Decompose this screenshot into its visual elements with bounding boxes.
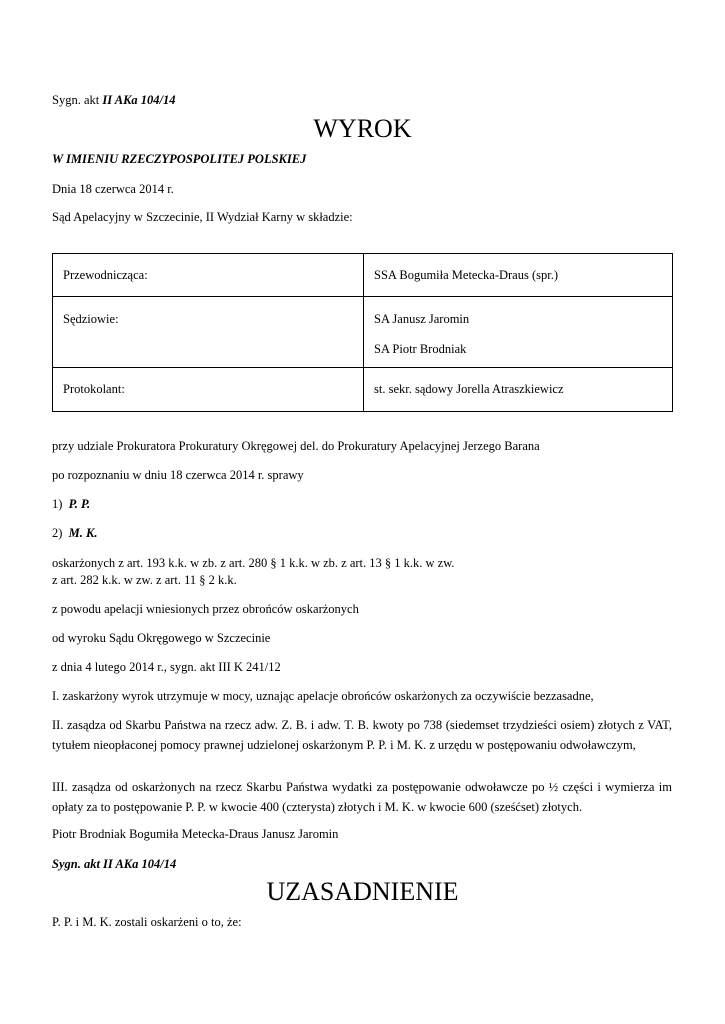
prosecutor-line: przy udziale Prokuratora Prokuratury Okręgowej del. do Prokuratury Apelacyjnej Jerzego Barana bbox=[52, 439, 540, 453]
appeal-line: z powodu apelacji wniesionych przez obrońców oskarżonych bbox=[52, 602, 359, 616]
panel-role: Protokolant: bbox=[53, 368, 364, 412]
panel-row-presiding bbox=[53, 254, 673, 297]
panel-row-clerk bbox=[53, 368, 673, 412]
charges-line-2: z art. 282 k.k. w zw. z art. 11 § 2 k.k. bbox=[52, 573, 237, 587]
ruling-point-1: I. zaskarżony wyrok utrzymuje w mocy, uznając apelacje obrońców oskarżonych za oczywiście bezzasadne, bbox=[52, 689, 594, 703]
judgment-of-line: od wyroku Sądu Okręgowego w Szczecinie bbox=[52, 631, 271, 645]
judgment-date: Dnia 18 czerwca 2014 r. bbox=[52, 182, 174, 196]
justification-title: UZASADNIENIE bbox=[266, 877, 459, 906]
case-number: II AKa 104/14 bbox=[102, 93, 176, 107]
panel-row-judges bbox=[53, 297, 673, 368]
justification-signature: Sygn. akt II AKa 104/14 bbox=[52, 857, 177, 871]
charges-line-1: oskarżonych z art. 193 k.k. w zb. z art. 280 § 1 k.k. w zb. z art. 13 § 1 k.k. w zw. bbox=[52, 556, 455, 570]
judges-signatures: Piotr Brodniak Bogumiła Metecka-Draus Janusz Jaromin bbox=[52, 827, 339, 841]
defendant-1: 1) P. P. bbox=[52, 497, 91, 511]
court-panel-table bbox=[52, 253, 673, 412]
panel-role: Przewodnicząca: bbox=[53, 254, 364, 297]
defendant-2: 2) M. K. bbox=[52, 526, 98, 540]
case-signature: Sygn. akt II AKa 104/14 bbox=[52, 93, 176, 107]
panel-names: SA Janusz Jaromin SA Piotr Brodniak bbox=[364, 297, 673, 368]
panel-names: st. sekr. sądowy Jorella Atraszkiewicz bbox=[364, 368, 673, 412]
panel-role: Sędziowie: bbox=[53, 297, 364, 368]
ruling-point-2: II. zasądza od Skarbu Państwa na rzecz adw. Z. B. i adw. T. B. kwoty po 738 (siedemset trzydzieści osiem) złotych z VAT, tytułem nieopłaconej pomocy prawnej udzielonej oskarżonym P. P. i M. K. z urzędu w postępowaniu odwoławczym, bbox=[52, 718, 672, 752]
ruling-point-3: III. zasądza od oskarżonych na rzecz Skarbu Państwa wydatki za postępowanie odwoławcze po ½ części i wymierza im opłaty za to postępowanie P. P. w kwocie 400 (czterysta) złotych i M. K. w kwocie 600 (sześćset) złotych. bbox=[52, 780, 672, 814]
judgment-date-line: z dnia 4 lutego 2014 r., sygn. akt III K 241/12 bbox=[52, 660, 281, 674]
judgment-title: WYROK bbox=[313, 114, 412, 143]
hearing-line: po rozpoznaniu w dniu 18 czerwca 2014 r. sprawy bbox=[52, 468, 304, 482]
panel-names: SSA Bogumiła Metecka-Draus (spr.) bbox=[364, 254, 673, 297]
justification-intro: P. P. i M. K. zostali oskarżeni o to, że: bbox=[52, 915, 242, 929]
court-composition-intro: Sąd Apelacyjny w Szczecinie, II Wydział Karny w składzie: bbox=[52, 210, 353, 224]
judgment-subtitle: W IMIENIU RZECZYPOSPOLITEJ POLSKIEJ bbox=[52, 152, 307, 166]
